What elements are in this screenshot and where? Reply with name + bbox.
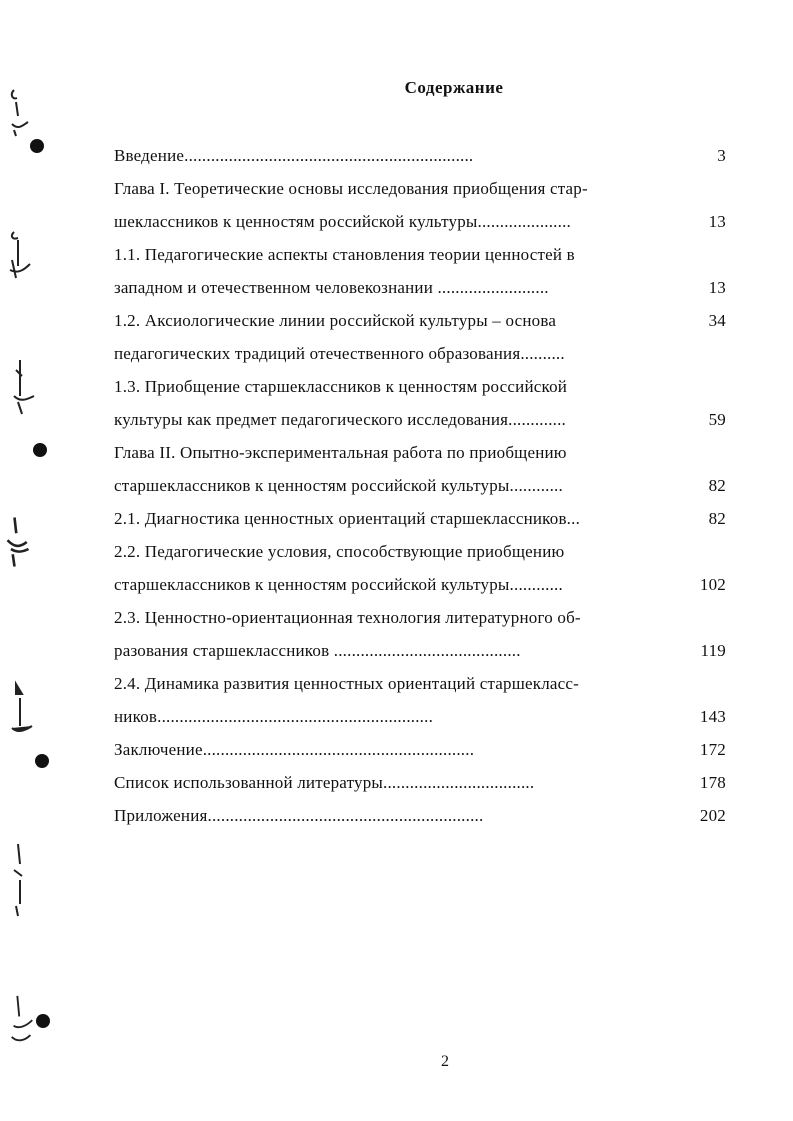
toc-entry-page: 178 bbox=[699, 773, 726, 792]
toc-entry-text: Список использованной литературы.................................. bbox=[114, 773, 535, 792]
toc-entry-page: 13 bbox=[708, 278, 726, 297]
toc-entry-page: 59 bbox=[708, 410, 726, 429]
toc-entry-text: 1.1. Педагогические аспекты становления теории ценностей в bbox=[114, 245, 575, 264]
toc-entry bbox=[114, 139, 726, 172]
toc-entry-text: 2.3. Ценностно-ориентационная технология литературного об- bbox=[114, 608, 581, 627]
toc-entry bbox=[114, 568, 726, 601]
toc-entry-page: 82 bbox=[708, 509, 726, 528]
binding-hole-mark bbox=[30, 139, 44, 153]
toc-entry-page: 3 bbox=[717, 146, 726, 165]
toc-entry-text: Глава I. Теоретические основы исследования приобщения стар- bbox=[114, 179, 588, 198]
page-number: 2 bbox=[441, 1053, 449, 1070]
toc-entry bbox=[114, 469, 726, 502]
toc-entry bbox=[114, 172, 726, 205]
toc-entry bbox=[114, 304, 726, 337]
toc-entry bbox=[114, 766, 726, 799]
margin-scribble bbox=[8, 680, 36, 744]
toc-entry bbox=[114, 502, 726, 535]
toc-entry bbox=[114, 337, 726, 370]
toc-entry bbox=[114, 799, 726, 832]
toc-entry bbox=[114, 733, 726, 766]
toc-entry bbox=[114, 700, 726, 733]
toc-entry-text: культуры как предмет педагогического исследования............. bbox=[114, 410, 566, 429]
toc-entry-text: Глава II. Опытно-экспериментальная работа по приобщению bbox=[114, 443, 567, 462]
toc-entry-text: 2.1. Диагностика ценностных ориентаций старшеклассников... bbox=[114, 509, 581, 528]
toc-entry-text: старшеклассников к ценностям российской культуры............ bbox=[114, 476, 563, 495]
toc-entry-page: 143 bbox=[699, 707, 726, 726]
table-of-contents bbox=[114, 139, 726, 832]
page-title: Содержание bbox=[404, 78, 504, 97]
toc-entry-text: Заключение............................................................. bbox=[114, 740, 475, 759]
toc-entry bbox=[114, 601, 726, 634]
toc-entry-page: 172 bbox=[699, 740, 726, 759]
margin-scribble bbox=[8, 990, 36, 1054]
toc-entry bbox=[114, 634, 726, 667]
toc-entry-text: западном и отечественном человекознании ......................... bbox=[114, 278, 549, 297]
margin-scribble bbox=[6, 226, 34, 290]
margin-scribble bbox=[8, 356, 36, 420]
toc-entry-text: ников.............................................................. bbox=[114, 707, 434, 726]
toc-entry-text: педагогических традиций отечественного образования.......... bbox=[114, 344, 565, 363]
toc-entry-text: разования старшеклассников .......................................... bbox=[114, 641, 521, 660]
toc-entry bbox=[114, 271, 726, 304]
toc-entry-text: 1.3. Приобщение старшеклассников к ценностям российской bbox=[114, 377, 568, 396]
toc-entry bbox=[114, 238, 726, 271]
toc-entry bbox=[114, 205, 726, 238]
margin-scribble bbox=[8, 840, 36, 920]
toc-entry-page: 102 bbox=[699, 575, 726, 594]
toc-entry-text: шеклассников к ценностям российской культуры..................... bbox=[114, 212, 571, 231]
toc-entry-page: 119 bbox=[700, 641, 726, 660]
toc-entry bbox=[114, 436, 726, 469]
toc-entry bbox=[114, 667, 726, 700]
binding-hole-mark bbox=[36, 1014, 50, 1028]
toc-entry-text: старшеклассников к ценностям российской культуры............ bbox=[114, 575, 563, 594]
toc-entry bbox=[114, 535, 726, 568]
toc-entry-text: Приложения.............................................................. bbox=[114, 806, 484, 825]
binding-hole-mark bbox=[33, 443, 47, 457]
toc-entry-text: 2.2. Педагогические условия, способствующие приобщению bbox=[114, 542, 565, 561]
toc-entry bbox=[114, 403, 726, 436]
toc-entry-page: 13 bbox=[708, 212, 726, 231]
toc-entry-text: 2.4. Динамика развития ценностных ориентаций старшекласс- bbox=[114, 674, 579, 693]
binding-hole-mark bbox=[35, 754, 49, 768]
toc-entry-text: 1.2. Аксиологические линии российской культуры – основа bbox=[114, 311, 557, 330]
margin-scribble bbox=[4, 510, 32, 574]
toc-entry-page: 202 bbox=[699, 806, 726, 825]
toc-entry-page: 34 bbox=[708, 311, 726, 330]
toc-entry-page: 82 bbox=[708, 476, 726, 495]
toc-entry bbox=[114, 370, 726, 403]
toc-entry-text: Введение................................................................. bbox=[114, 146, 474, 165]
